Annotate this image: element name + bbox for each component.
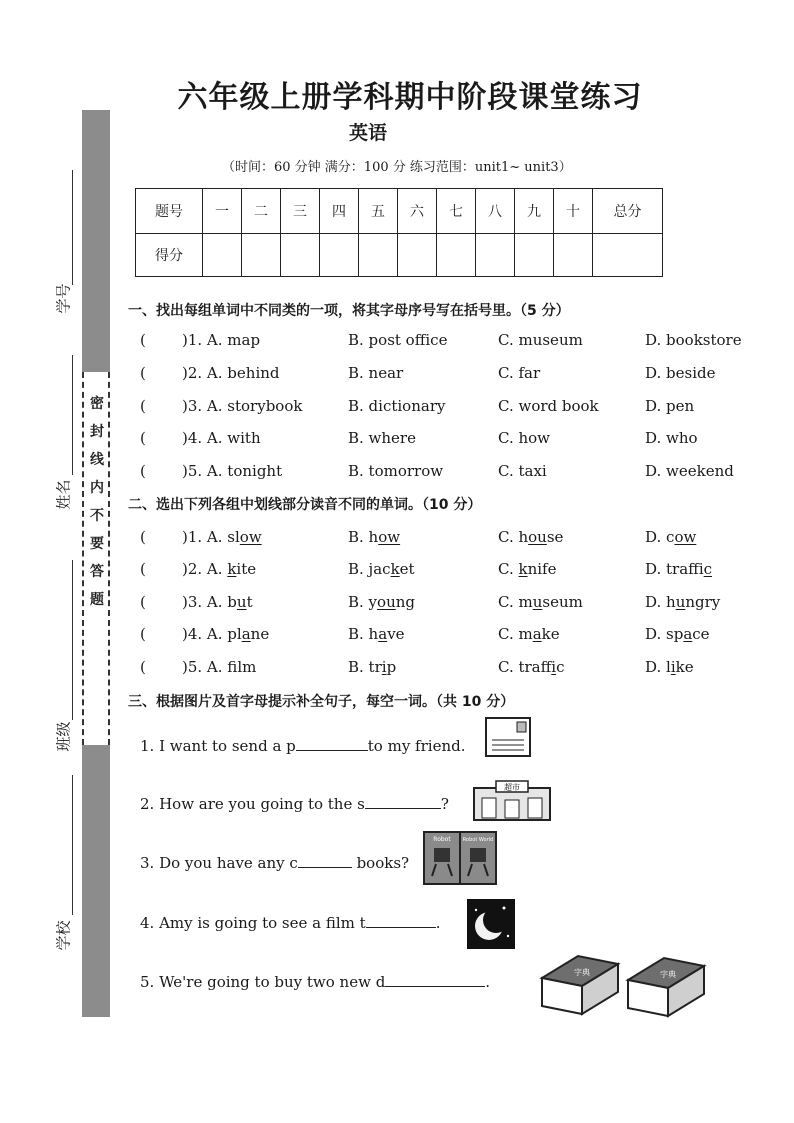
score-table (135, 188, 663, 277)
option-d: D. cow (645, 528, 697, 546)
option-d: D. bookstore (645, 331, 742, 349)
section-2-question (140, 593, 760, 617)
section-2-question (140, 658, 760, 682)
score-cell[interactable] (593, 234, 663, 277)
option-a: )4. A. plane (182, 625, 270, 643)
supermarket-picture (472, 778, 552, 822)
answer-blank[interactable] (366, 913, 436, 928)
name-label: 姓名 (54, 479, 73, 510)
svg-text:超市: 超市 (504, 783, 520, 792)
answer-paren[interactable]: ( (140, 625, 146, 643)
svg-text:Robot: Robot (433, 836, 451, 843)
score-header-cell: 七 (437, 189, 476, 234)
option-b: B. dictionary (348, 397, 446, 415)
student-no-line[interactable] (72, 170, 73, 285)
answer-paren[interactable]: ( (140, 331, 146, 349)
score-header-cell: 一 (203, 189, 242, 234)
section-3-title: 三、根据图片及首字母提示补全句子，每空一词。（共 10 分） (128, 694, 515, 710)
student-no-label: 学号 (54, 283, 73, 314)
score-cell[interactable] (437, 234, 476, 277)
answer-paren[interactable]: ( (140, 560, 146, 578)
option-d: D. space (645, 625, 710, 643)
moon-night-picture (466, 898, 516, 950)
section-1-title: 一、找出每组单词中不同类的一项，将其字母序号写在括号里。（5 分） (128, 303, 570, 319)
option-b: B. where (348, 429, 416, 447)
svg-text:字典: 字典 (660, 970, 676, 979)
option-b: B. have (348, 625, 405, 643)
option-d: D. beside (645, 364, 716, 382)
class-line[interactable] (72, 560, 73, 720)
answer-blank[interactable] (298, 853, 352, 868)
section-1-question (140, 397, 760, 421)
seal-warning-text: 密 封 线 内 不 要 答 题 (90, 396, 104, 608)
answer-paren[interactable]: ( (140, 528, 146, 546)
binding-strip-top (82, 110, 110, 372)
score-table-score-row (136, 234, 663, 277)
option-c: C. taxi (498, 462, 547, 480)
answer-blank[interactable] (365, 794, 441, 809)
name-line[interactable] (72, 355, 73, 475)
score-row-label: 得分 (136, 234, 203, 277)
school-label: 学校 (54, 920, 73, 951)
option-a: )3. A. storybook (182, 397, 303, 415)
subject-title: 英语 (348, 122, 387, 144)
section-1-question (140, 462, 760, 486)
option-c: C. make (498, 625, 560, 643)
option-a: )2. A. behind (182, 364, 280, 382)
score-cell[interactable] (281, 234, 320, 277)
option-b: B. how (348, 528, 401, 546)
section-1-question (140, 331, 760, 355)
option-b: B. young (348, 593, 416, 611)
option-c: C. far (498, 364, 541, 382)
option-c: C. museum (498, 593, 583, 611)
fill-sentence: 1. I want to send a p to my friend. (140, 737, 466, 755)
score-table-header-row (136, 189, 663, 234)
score-cell[interactable] (203, 234, 242, 277)
option-a: )5. A. flm (182, 658, 257, 676)
answer-paren[interactable]: ( (140, 462, 146, 480)
score-cell[interactable] (320, 234, 359, 277)
section-2-question (140, 625, 760, 649)
section-2-question (140, 528, 760, 552)
school-line[interactable] (72, 775, 73, 915)
option-c: C. museum (498, 331, 583, 349)
option-b: B. post office (348, 331, 448, 349)
option-d: D. weekend (645, 462, 734, 480)
score-cell[interactable] (242, 234, 281, 277)
answer-paren[interactable]: ( (140, 658, 146, 676)
postcard-picture (484, 716, 532, 758)
score-header-cell: 十 (554, 189, 593, 234)
page-title: 六年级上册学科期中阶段课堂练习 (177, 80, 643, 115)
score-header-cell: 八 (476, 189, 515, 234)
answer-paren[interactable]: ( (140, 593, 146, 611)
option-d: D. traffic (645, 560, 713, 578)
option-b: B. jacket (348, 560, 415, 578)
option-a: )2. A. kite (182, 560, 257, 578)
option-d: D. pen (645, 397, 695, 415)
option-d: D. who (645, 429, 698, 447)
section-2-title: 二、选出下列各组中划线部分读音不同的单词。（10 分） (128, 497, 482, 513)
svg-text:Robot World: Robot World (462, 837, 494, 843)
option-b: B. near (348, 364, 404, 382)
option-c: C. traffic (498, 658, 565, 676)
answer-paren[interactable]: ( (140, 364, 146, 382)
option-a: )1. A. slow (182, 528, 262, 546)
score-cell[interactable] (476, 234, 515, 277)
fill-sentence: 5. We're going to buy two new d . (140, 973, 491, 991)
option-a: )5. A. tonight (182, 462, 283, 480)
score-header-cell: 四 (320, 189, 359, 234)
dictionaries-picture (538, 948, 720, 1020)
score-header-cell: 九 (515, 189, 554, 234)
section-1-question (140, 429, 760, 453)
option-a: )1. A. map (182, 331, 261, 349)
answer-paren[interactable]: ( (140, 429, 146, 447)
class-label: 班级 (54, 721, 73, 752)
svg-text:字典: 字典 (574, 968, 590, 977)
score-header-cell: 题号 (136, 189, 203, 234)
option-c: C. word book (498, 397, 599, 415)
score-header-cell: 六 (398, 189, 437, 234)
answer-blank[interactable] (385, 972, 485, 987)
option-d: D. like (645, 658, 694, 676)
exam-info: （时间：60 分钟 满分：100 分 练习范围：unit1~ unit3） (222, 160, 572, 175)
score-cell[interactable] (554, 234, 593, 277)
score-header-cell: 总分 (593, 189, 663, 234)
option-c: C. how (498, 429, 551, 447)
section-2-question (140, 560, 760, 584)
option-b: B. trip (348, 658, 397, 676)
option-b: B. tomorrow (348, 462, 444, 480)
answer-blank[interactable] (296, 736, 368, 751)
fill-sentence: 3. Do you have any c books? (140, 854, 410, 872)
score-cell[interactable] (515, 234, 554, 277)
option-d: D. hungry (645, 593, 721, 611)
binding-strip-bottom (82, 745, 110, 1017)
score-header-cell: 二 (242, 189, 281, 234)
fill-sentence: 2. How are you going to the s ? (140, 795, 449, 813)
section-1-question (140, 364, 760, 388)
option-c: C. knife (498, 560, 557, 578)
option-a: )3. A. but (182, 593, 253, 611)
option-a: )4. A. with (182, 429, 261, 447)
answer-paren[interactable]: ( (140, 397, 146, 415)
comic-books-picture (422, 830, 500, 886)
score-header-cell: 三 (281, 189, 320, 234)
score-cell[interactable] (359, 234, 398, 277)
score-header-cell: 五 (359, 189, 398, 234)
score-cell[interactable] (398, 234, 437, 277)
option-c: C. house (498, 528, 564, 546)
fill-sentence: 4. Amy is going to see a film t . (140, 914, 441, 932)
